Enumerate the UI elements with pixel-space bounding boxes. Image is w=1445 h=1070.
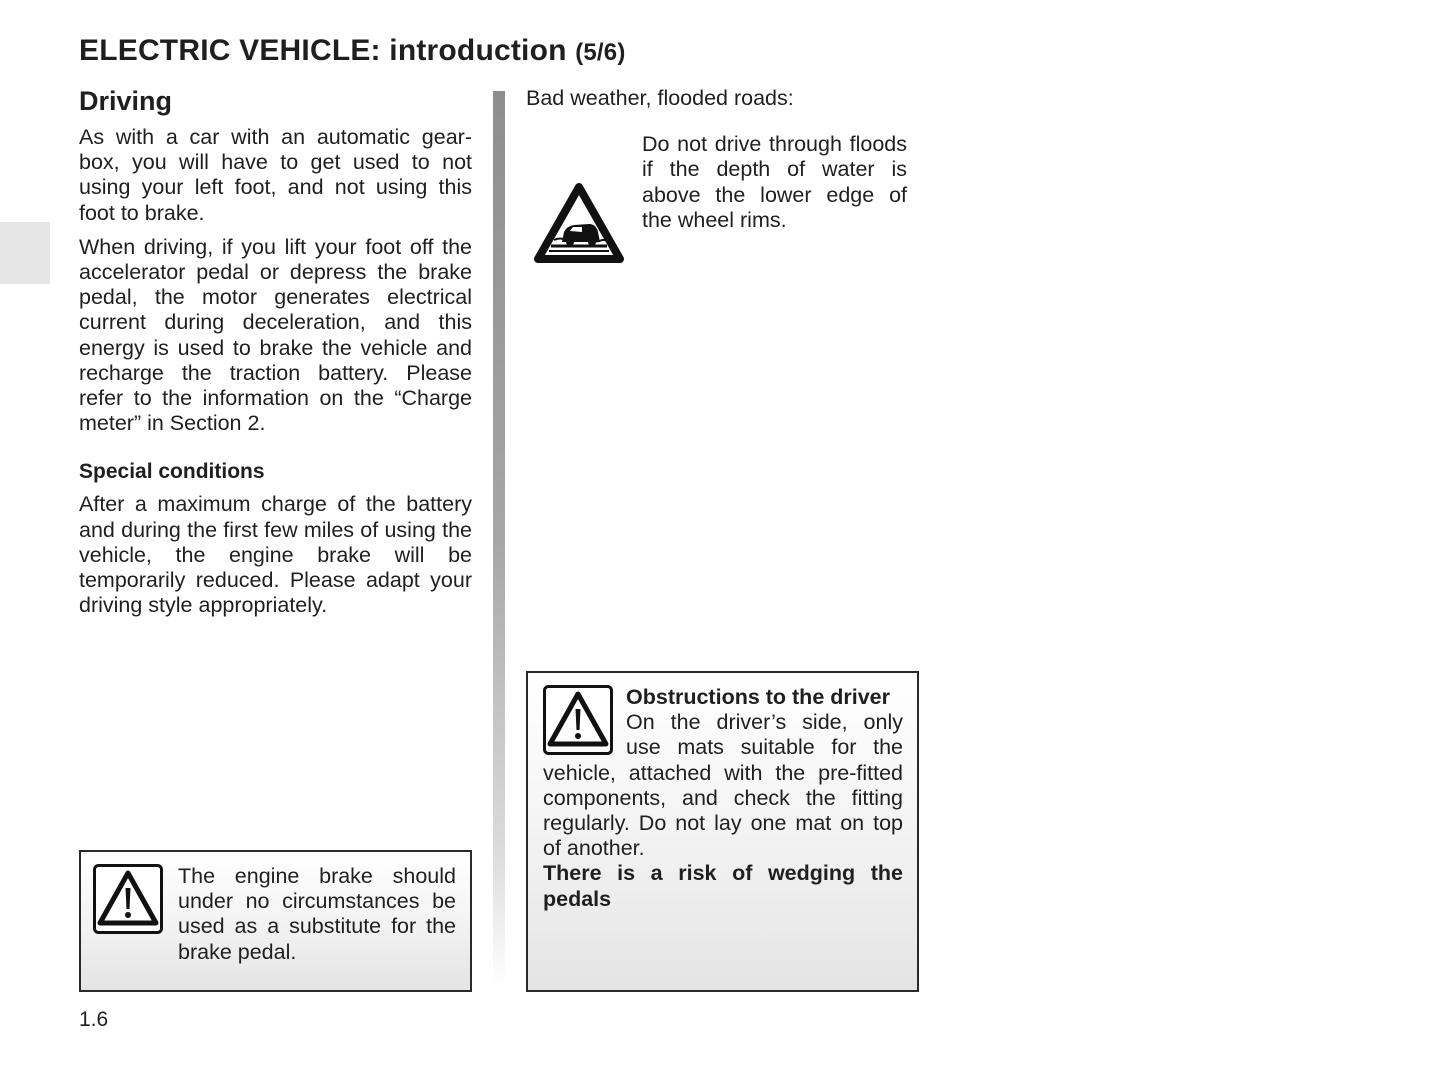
section-heading-driving: Driving <box>79 86 173 116</box>
left-column <box>79 86 472 627</box>
warning-body-obstructions: On the driver’s side, only use mats suitable for the vehicle, attached with the pre-fitted components, and check the fitting regularly. Do not lay one mat on top of another. <box>543 710 903 861</box>
warning-title-obstructions: Obstructions to the driver <box>626 685 891 709</box>
warning-triangle-icon <box>93 864 163 934</box>
warning-box-obstructions <box>526 671 919 992</box>
section-tab-marker <box>0 222 50 284</box>
paragraph-flood-depth: Do not drive through floods if the depth of water is above the lower edge of the wheel rims. <box>642 132 907 232</box>
paragraph-automatic-gearbox: As with a car with an automatic gear-box, you will have to get used to not using your left foot, and not using this foot to brake. <box>79 125 472 225</box>
subheading-special-conditions: Special conditions <box>79 460 265 484</box>
warning-emphasis-wedging: There is a risk of wedging the pedals <box>543 861 903 911</box>
flood-warning-block <box>526 132 918 233</box>
page-title <box>79 34 626 68</box>
icon-spacer <box>543 685 626 759</box>
warning-box-engine-brake <box>79 850 472 992</box>
page-number: 1.6 <box>79 1008 109 1031</box>
page-pagination: (5/6) <box>575 39 626 66</box>
page-title-text: ELECTRIC VEHICLE: introduction <box>79 34 567 67</box>
column-divider <box>493 91 505 987</box>
warning-text-engine-brake: The engine brake should under no circumstances be used as a substitute for the brake pedal. <box>178 864 456 964</box>
right-column <box>526 86 918 255</box>
paragraph-special-conditions: After a maximum charge of the battery and during the first few miles of using the vehicle, the engine brake will be temporarily reduced. Please adapt your driving style appropriately. <box>79 492 472 618</box>
paragraph-regenerative-braking: When driving, if you lift your foot off the accelerator pedal or depress the brake pedal, the motor generates electrical current during deceleration, and this energy is used to brake the vehicle and recharge the traction battery. Please refer to the information on the “Charge meter” in Section 2. <box>79 234 472 436</box>
warning-triangle-icon <box>543 685 613 755</box>
warning-content-obstructions <box>543 685 903 912</box>
paragraph-bad-weather: Bad weather, flooded roads: <box>526 86 794 110</box>
flood-car-icon <box>534 182 624 264</box>
